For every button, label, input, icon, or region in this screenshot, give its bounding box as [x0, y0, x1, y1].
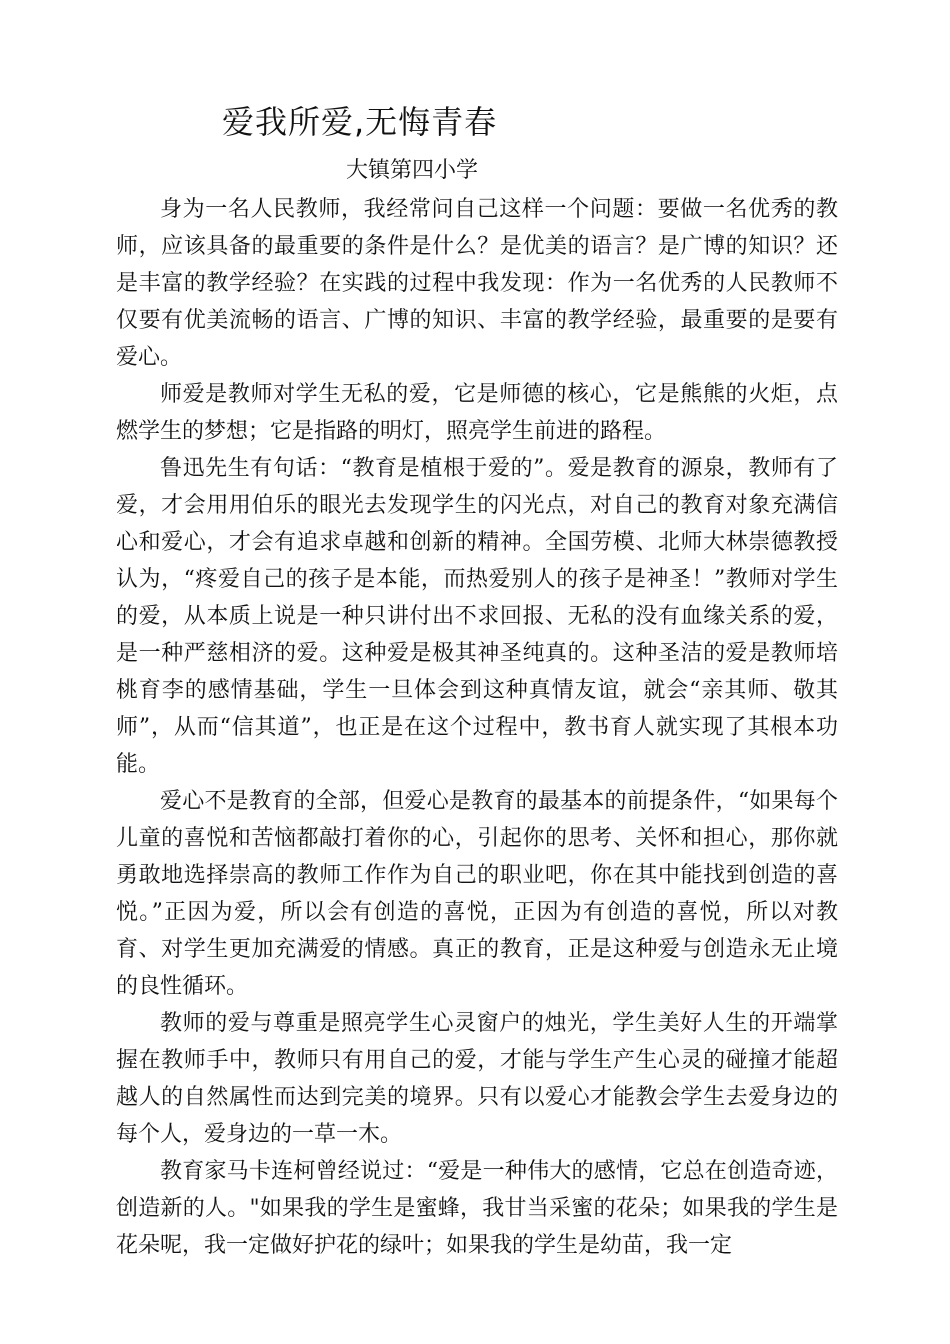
- document-body: [116, 191, 838, 1264]
- paragraph: 身为一名人民教师，我经常问自己这样一个问题：要做一名优秀的教师，应该具备的最重要的条件是什么？是优美的语言？是广博的知识？还是丰富的教学经验？在实践的过程中我发现：作为一名优秀的人民教师不仅要有优美流畅的语言、广博的知识、丰富的教学经验，最重要的是要有爱心。: [116, 197, 838, 370]
- paragraph: 鲁迅先生有句话：“教育是植根于爱的”。爱是教育的源泉，教师有了爱，才会用用伯乐的眼光去发现学生的闪光点，对自己的教育对象充满信心和爱心，才会有追求卓越和创新的精神。全国劳模、北师大林崇德教授认为，“疼爱自己的孩子是本能，而热爱别人的孩子是神圣！”教师对学生的爱，从本质上说是一种只讲付出不求回报、无私的没有血缘关系的爱，是一种严慈相济的爱。这种爱是极其神圣纯真的。这种圣洁的爱是教师培桃育李的感情基础，学生一旦体会到这种真情友谊，就会“亲其师、敬其师”，从而“信其道”，也正是在这个过程中，教书育人就实现了其根本功能。: [116, 456, 838, 777]
- paragraph: 师爱是教师对学生无私的爱，它是师德的核心，它是熊熊的火炬，点燃学生的梦想；它是指路的明灯，照亮学生前进的路程。: [116, 382, 838, 444]
- paragraph: 教育家马卡连柯曾经说过：“爱是一种伟大的感情，它总在创造奇迹，创造新的人。"如果我的学生是蜜蜂，我甘当采蜜的花朵；如果我的学生是花朵呢，我一定做好护花的绿叶；如果我的学生是幼苗，我一定: [116, 1159, 838, 1258]
- paragraph: 爱心不是教育的全部，但爱心是教育的最基本的前提条件，“如果每个儿童的喜悦和苦恼都敲打着你的心，引起你的思考、关怀和担心，那你就勇敢地选择崇高的教师工作作为自己的职业吧，你在其中能找到创造的喜悦。”正因为爱，所以会有创造的喜悦，正因为有创造的喜悦，所以对教育、对学生更加充满爱的情感。真正的教育，正是这种爱与创造永无止境的良性循环。: [116, 789, 838, 999]
- paragraph: 教师的爱与尊重是照亮学生心灵窗户的烛光，学生美好人生的开端掌握在教师手中，教师只有用自己的爱，才能与学生产生心灵的碰撞才能超越人的自然属性而达到完美的境界。只有以爱心才能教会学生去爱身边的每个人，爱身边的一草一木。: [116, 1011, 838, 1147]
- document-title: 爱我所爱,无悔青春: [222, 103, 498, 141]
- document-author: 大镇第四小学: [346, 158, 479, 183]
